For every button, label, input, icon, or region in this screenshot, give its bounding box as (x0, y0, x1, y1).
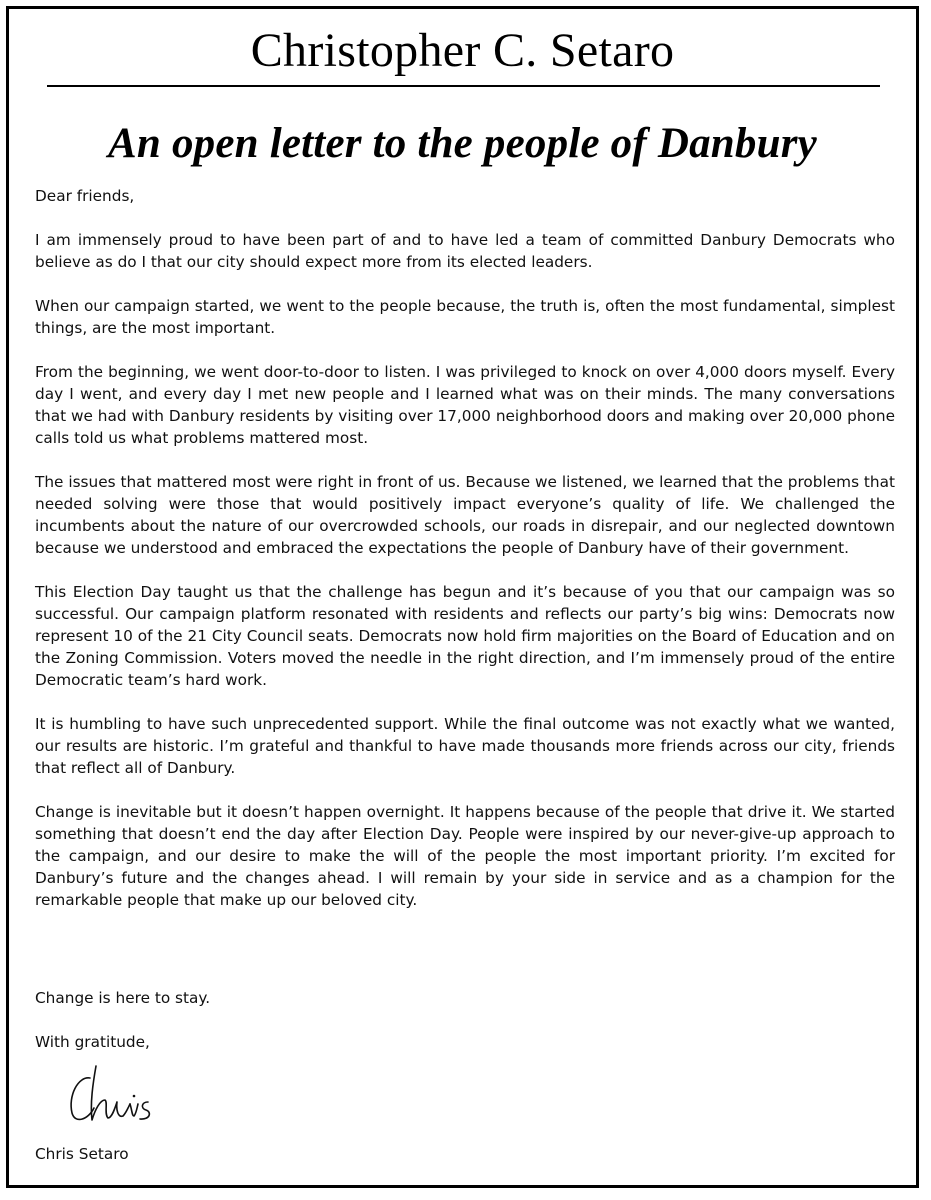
salutation: Dear friends, (35, 187, 135, 205)
paragraph: Change is inevitable but it doesn’t happen overnight. It happens because of the people that drive it. We started something that doesn’t end the day after Election Day. People were inspired by our never-give-up approach to the campaign, and our desire to make the will of the people the most important priority. I’m excited for Danbury’s future and the changes ahead. I will remain by your side in service and as a champion for the remarkable people that make up our beloved city. (35, 803, 895, 909)
paragraph: This Election Day taught us that the challenge has begun and it’s because of you that our campaign was so successful. Our campaign platform resonated with residents and reflects our party’s big wins: Democrats now represent 10 of the 21 City Council seats. Democrats now hold firm majorities on the Board of Education and on the Zoning Commission. Voters moved the needle in the right direction, and I’m immensely proud of the entire Democratic team’s hard work. (35, 583, 895, 689)
paragraph: The issues that mattered most were right in front of us. Because we listened, we learned that the problems that needed solving were those that would positively impact everyone’s quality of life. We challenged the incumbents about the nature of our overcrowded schools, our roads in disrepair, and our neglected downtown because we understood and embraced the expectations the people of Danbury have of their government. (35, 473, 895, 557)
paragraph: From the beginning, we went door-to-door to listen. I was privileged to knock on over 4,000 doors myself. Every day I went, and every day I met new people and I learned what was on their minds. The many conversations that we had with Danbury residents by visiting over 17,000 neighborhood doors and making over 20,000 phone calls told us what problems mattered most. (35, 363, 895, 447)
valediction: With gratitude, (35, 1033, 150, 1051)
paragraph: I am immensely proud to have been part of and to have led a team of committed Danbury Democrats who believe as do I that our city should expect more from its elected leaders. (35, 231, 895, 271)
paragraph: When our campaign started, we went to the people because, the truth is, often the most fundamental, simplest things, are the most important. (35, 297, 895, 337)
paragraph: It is humbling to have such unprecedented support. While the final outcome was not exactly what we wanted, our results are historic. I’m grateful and thankful to have made thousands more friends across our city, friends that reflect all of Danbury. (35, 715, 895, 777)
closing-line: Change is here to stay. (35, 989, 211, 1007)
handwritten-signature (60, 1058, 170, 1138)
masthead-divider (47, 85, 880, 87)
letter-body (35, 185, 895, 933)
masthead-name: Christopher C. Setaro (250, 24, 675, 77)
signer-name: Chris Setaro (35, 1145, 129, 1163)
letter-headline: An open letter to the people of Danbury (108, 120, 817, 167)
